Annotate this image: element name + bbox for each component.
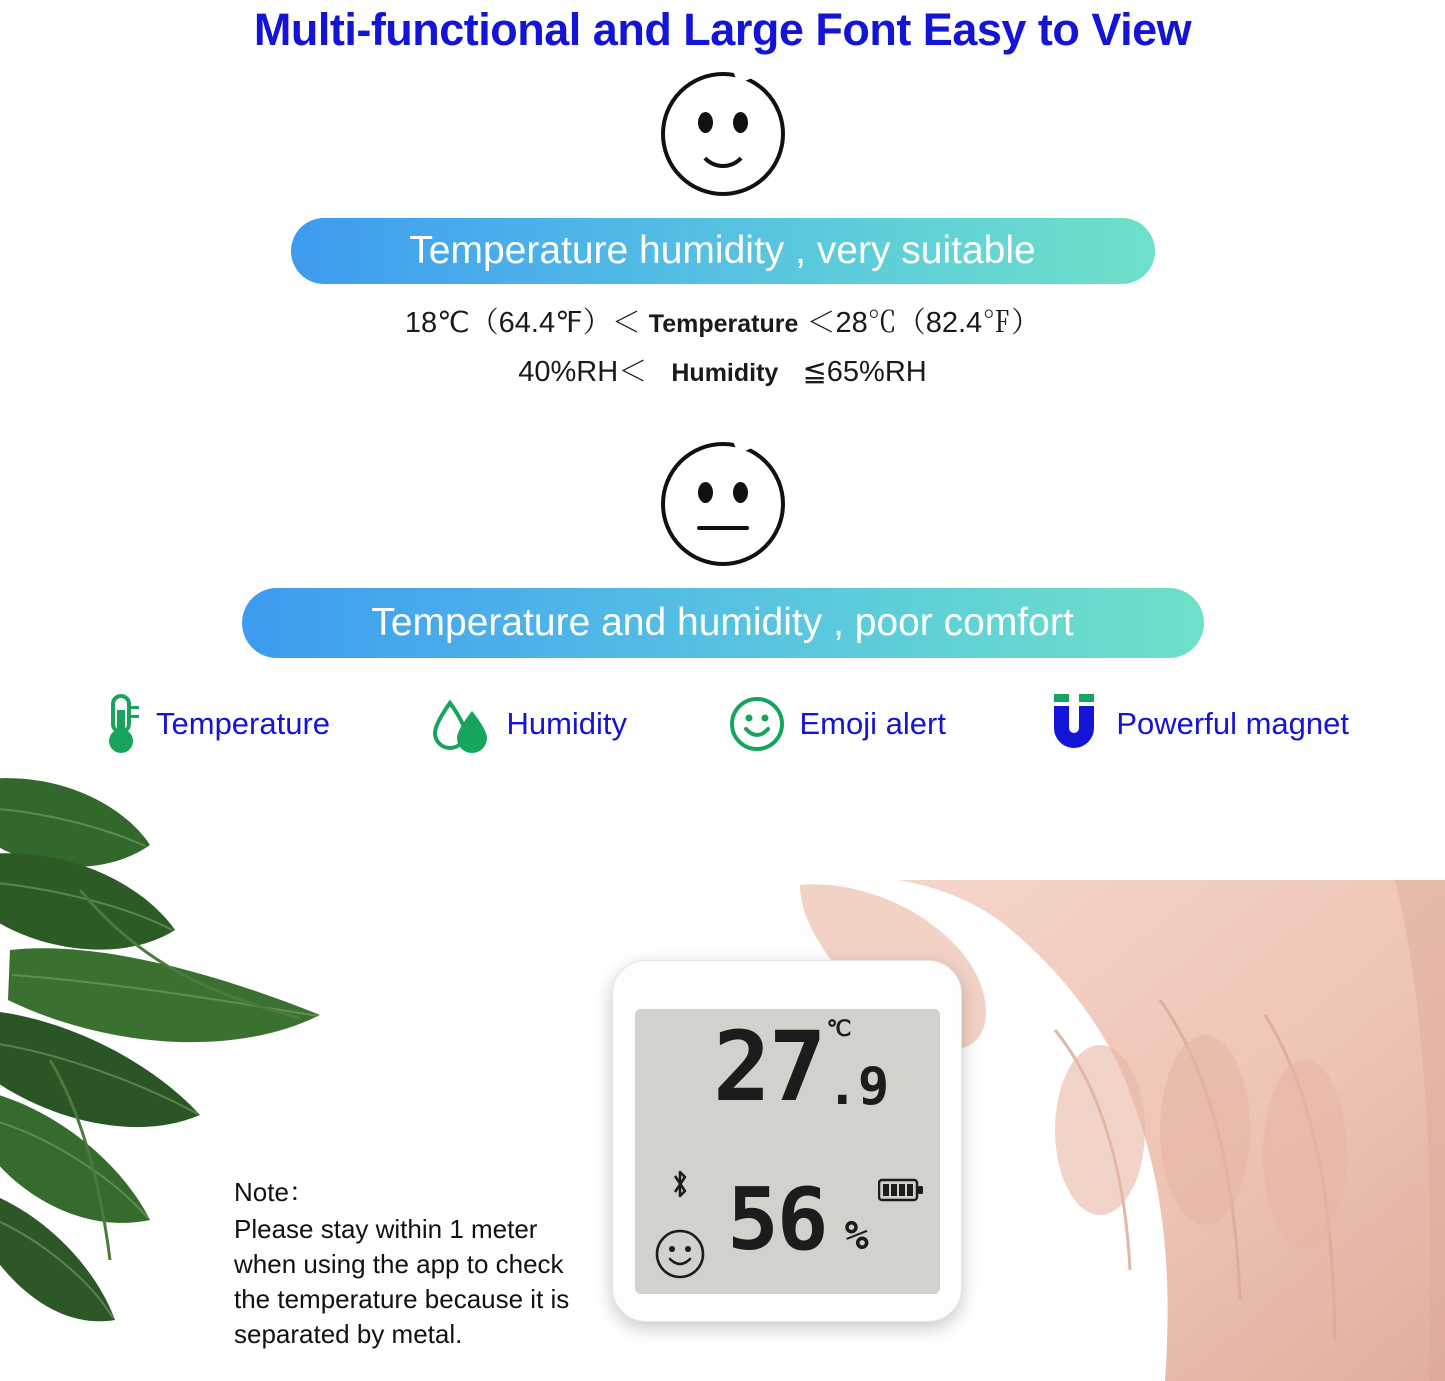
happy-face-icon bbox=[661, 72, 785, 196]
eye-right bbox=[733, 112, 748, 133]
thermometer-icon bbox=[100, 692, 142, 756]
feature-emoji-alert bbox=[728, 695, 946, 753]
comfort-banner-poor bbox=[242, 588, 1204, 658]
battery-icon bbox=[878, 1177, 924, 1203]
eye-right bbox=[733, 482, 748, 503]
eye-left bbox=[698, 482, 713, 503]
spec-temp-middle: Temperature bbox=[648, 310, 799, 338]
smile-mouth bbox=[695, 138, 751, 168]
temperature-value: 27 bbox=[713, 1011, 825, 1123]
smiley-icon bbox=[728, 695, 786, 753]
screen-smiley-icon bbox=[653, 1227, 707, 1281]
happy-face-wrapper bbox=[0, 56, 1445, 196]
face-notch bbox=[733, 64, 758, 83]
note-line-4: separated by metal. bbox=[234, 1319, 463, 1349]
feature-row bbox=[0, 692, 1445, 756]
spec-temp-left: 18℃（64.4℉）＜ bbox=[404, 307, 641, 339]
face-notch bbox=[733, 434, 758, 453]
eye-left bbox=[698, 112, 713, 133]
temperature-unit: ℃ bbox=[826, 1017, 852, 1042]
spec-temp-right: ＜28℃（82.4℉） bbox=[806, 307, 1041, 339]
note-line-3: the temperature because it is bbox=[234, 1284, 570, 1314]
humidity-reading bbox=[727, 1170, 869, 1270]
spec-temperature-range bbox=[0, 300, 1445, 341]
temperature-units bbox=[826, 1017, 890, 1117]
feature-powerful-magnet bbox=[1046, 692, 1349, 756]
spec-hum-right: ≦65%RH bbox=[802, 356, 927, 388]
temperature-reading bbox=[713, 1011, 890, 1123]
thermometer-hygrometer-device bbox=[612, 960, 962, 1322]
water-drop-icon bbox=[430, 693, 492, 755]
magnet-icon bbox=[1046, 692, 1102, 756]
neutral-face-icon bbox=[661, 442, 785, 566]
comfort-banner-poor-label: Temperature and humidity , poor comfort bbox=[371, 601, 1074, 644]
bluetooth-icon bbox=[669, 1167, 691, 1201]
flat-mouth bbox=[697, 526, 749, 530]
temperature-decimal: .9 bbox=[826, 1057, 890, 1117]
spec-humidity-range bbox=[0, 349, 1445, 390]
feature-emoji-alert-label: Emoji alert bbox=[799, 706, 946, 741]
feature-humidity-label: Humidity bbox=[506, 706, 628, 741]
feature-temperature bbox=[100, 692, 330, 756]
note-line-1: Please stay within 1 meter bbox=[234, 1214, 538, 1244]
page-title: Multi-functional and Large Font Easy to View bbox=[253, 4, 1192, 55]
device-lcd-screen bbox=[635, 1009, 940, 1294]
feature-powerful-magnet-label: Powerful magnet bbox=[1116, 706, 1349, 741]
humidity-value: 56 bbox=[727, 1170, 827, 1270]
note-title: Note： bbox=[234, 1177, 315, 1207]
comfort-banner-suitable bbox=[291, 218, 1155, 284]
spec-hum-left: 40%RH＜ bbox=[518, 356, 648, 388]
feature-temperature-label: Temperature bbox=[156, 706, 331, 741]
neutral-face-wrapper bbox=[0, 442, 1445, 566]
comfort-banner-suitable-label: Temperature humidity , very suitable bbox=[409, 229, 1036, 272]
spec-hum-middle: Humidity bbox=[671, 359, 779, 387]
feature-humidity bbox=[430, 693, 627, 755]
note-line-2: when using the app to check bbox=[234, 1249, 564, 1279]
humidity-unit: % bbox=[844, 1213, 869, 1259]
note-block bbox=[234, 1175, 584, 1352]
